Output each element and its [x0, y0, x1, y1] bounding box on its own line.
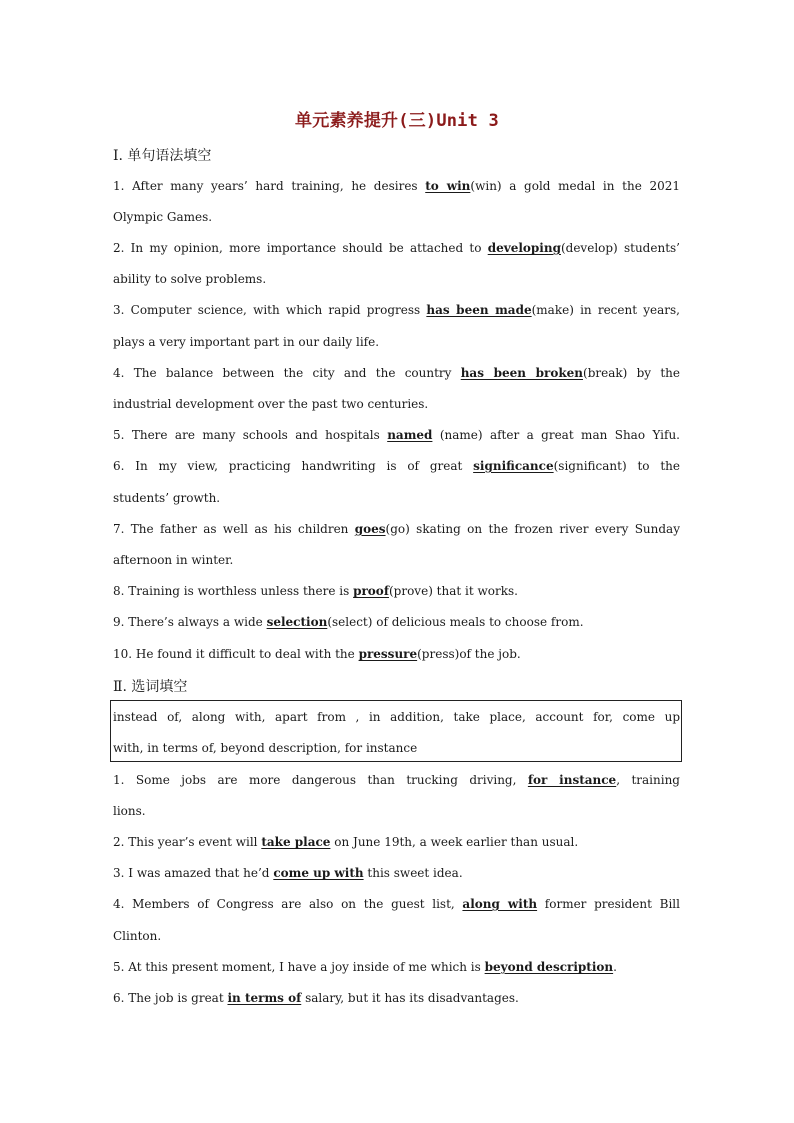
s1-item-4-line2: industrial development over the past two centuries.	[113, 397, 429, 411]
answer: for instance	[527, 773, 617, 787]
section-2-heading: Ⅱ. 选词填空	[113, 679, 188, 695]
answer: has been made	[426, 303, 532, 317]
answer: take place	[261, 835, 331, 849]
s1-item-6-line2: students’ growth.	[113, 491, 221, 505]
section-1-heading: Ⅰ. 单句语法填空	[113, 148, 212, 164]
s1-item-3-line1: 3. Computer science, with which rapid progress has been made(make) in recent years,	[113, 303, 680, 317]
answer: named	[387, 428, 433, 442]
answer: goes	[354, 522, 386, 536]
answer: in terms of	[227, 991, 302, 1005]
answer: selection	[266, 615, 328, 629]
s2-item-4-line1: 4. Members of Congress are also on the guest list, along with former president Bill	[113, 897, 680, 911]
s1-item-2-line2: ability to solve problems.	[113, 272, 267, 286]
answer: pressure	[358, 647, 418, 661]
answer: has been broken	[460, 366, 584, 380]
s1-item-4-line1: 4. The balance between the city and the country has been broken(break) by the	[113, 366, 680, 380]
answer: to win	[425, 179, 471, 193]
s1-item-7-line2: afternoon in winter.	[113, 553, 234, 567]
word-bank-line1: instead of, along with, apart from , in addition, take place, account for, come up	[113, 710, 680, 724]
word-bank-line2: with, in terms of, beyond description, for instance	[113, 741, 418, 755]
answer: significance	[473, 459, 554, 473]
s1-item-5-line1: 5. There are many schools and hospitals named (name) after a great man Shao Yifu.	[113, 428, 680, 442]
s2-item-5-line1: 5. At this present moment, I have a joy inside of me which is beyond description.	[113, 960, 617, 974]
s1-item-1-line2: Olympic Games.	[113, 210, 213, 224]
s1-item-8-line1: 8. Training is worthless unless there is proof(prove) that it works.	[113, 584, 518, 598]
s1-item-2-line1: 2. In my opinion, more importance should be attached to developing(develop) students’	[113, 241, 680, 255]
s1-item-7-line1: 7. The father as well as his children goes(go) skating on the frozen river every Sunday	[113, 522, 680, 536]
s2-item-3-line1: 3. I was amazed that he’d come up with this sweet idea.	[113, 866, 463, 880]
page-title: 单元素养提升(三)Unit 3	[295, 111, 499, 131]
answer: come up with	[273, 866, 364, 880]
s2-item-2-line1: 2. This year’s event will take place on June 19th, a week earlier than usual.	[113, 835, 579, 849]
answer: beyond description	[484, 960, 614, 974]
s1-item-1-line1: 1. After many years’ hard training, he desires to win(win) a gold medal in the 2021	[113, 179, 680, 193]
s1-item-9-line1: 9. There’s always a wide selection(select) of delicious meals to choose from.	[113, 615, 584, 629]
s2-item-1-line2: lions.	[113, 804, 146, 818]
s1-item-6-line1: 6. In my view, practicing handwriting is of great significance(significant) to the	[113, 459, 680, 473]
answer: along with	[462, 897, 538, 911]
s2-item-1-line1: 1. Some jobs are more dangerous than trucking driving, for instance, training	[113, 773, 680, 787]
s2-item-6-line1: 6. The job is great in terms of salary, but it has its disadvantages.	[113, 991, 519, 1005]
answer: developing	[487, 241, 561, 255]
s1-item-3-line2: plays a very important part in our daily life.	[113, 335, 380, 349]
s2-item-4-line2: Clinton.	[113, 929, 162, 943]
answer: proof	[353, 584, 389, 598]
s1-item-10-line1: 10. He found it difficult to deal with the pressure(press)of the job.	[113, 647, 521, 661]
